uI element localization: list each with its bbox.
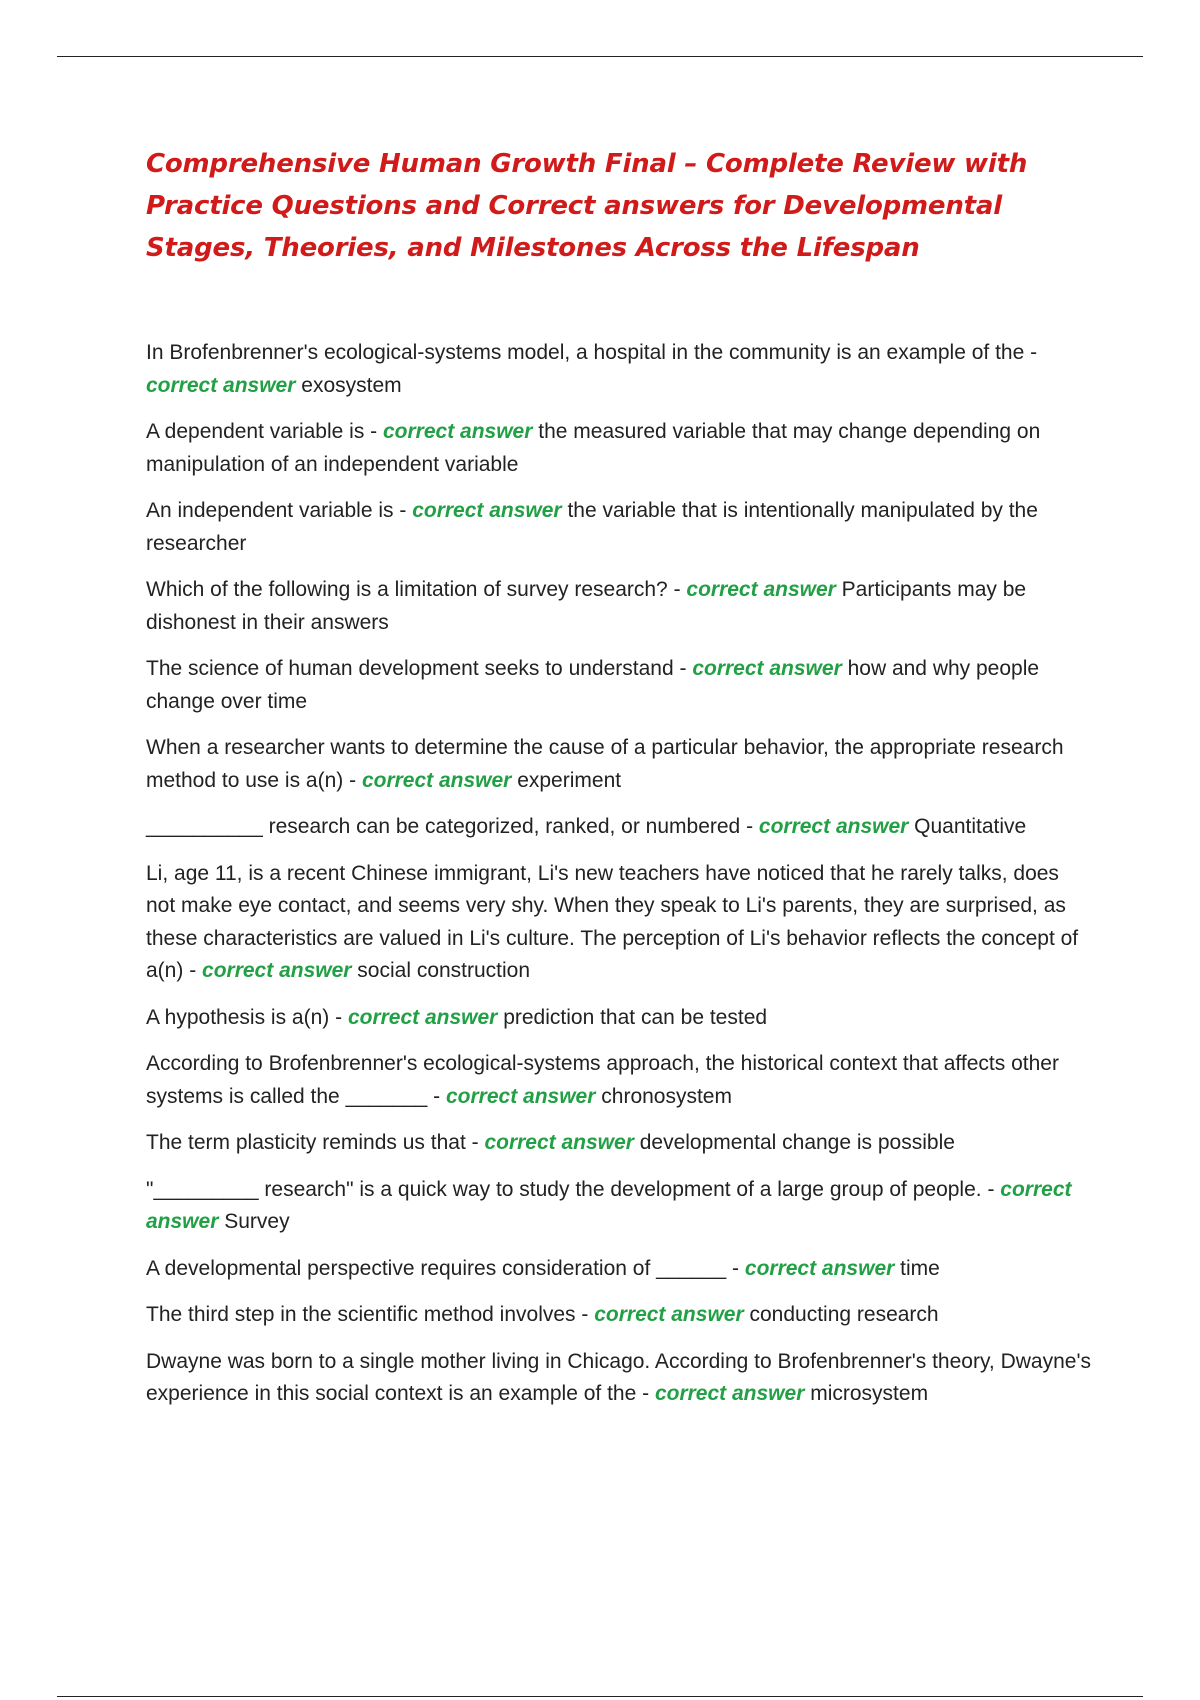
correct-answer-label: correct answer xyxy=(654,1382,805,1405)
question-text: The third step in the scientific method involves xyxy=(146,1303,576,1326)
answer-text: Quantitative xyxy=(914,815,1027,838)
document-title: Comprehensive Human Growth Final – Complete Review with Practice Questions and Correct answers for Developmental Stages, Theories, and Milestones Across the Lifespan xyxy=(146,149,1028,263)
correct-answer-label: correct answer xyxy=(412,499,562,522)
answer-separator: - xyxy=(343,768,362,792)
question-text: According to Brofenbrenner's ecological-systems approach, the historical context that affects other systems is called the _______ xyxy=(146,1052,1059,1108)
qa-item xyxy=(146,1174,1091,1239)
correct-answer-label: correct answer xyxy=(744,1256,895,1280)
answer-separator: - xyxy=(329,1005,348,1029)
qa-item xyxy=(146,1127,1091,1160)
question-text: A developmental perspective requires consideration of ______ xyxy=(146,1256,727,1280)
question-text: Li, age 11, is a recent Chinese immigrant, Li's new teachers have noticed that he rarely talks, does not make eye contact, and seems very shy. When they speak to Li's parents, they are surprised, as these characteristics are valued in Li's culture. The perception of Li's behavior reflects the concept of a(n) xyxy=(146,861,1079,982)
answer-text: developmental change is possible xyxy=(639,1131,955,1154)
answer-text: chronosystem xyxy=(601,1084,732,1108)
qa-item xyxy=(146,416,1091,481)
answer-text: experiment xyxy=(517,768,622,792)
question-text: Which of the following is a limitation of survey research? xyxy=(146,578,668,601)
qa-item xyxy=(146,574,1091,639)
question-text: Dwayne was born to a single mother living in Chicago. According to Brofenbrenner's theory, Dwayne's experience in this social context is an example of the xyxy=(146,1349,1091,1405)
question-text: The science of human development seeks to understand xyxy=(146,657,674,680)
answer-separator: - xyxy=(667,578,687,601)
answer-text: the measured variable that may change depending on manipulation of an independent variable xyxy=(146,420,1041,476)
answer-separator: - xyxy=(393,499,413,522)
correct-answer-label: correct answer xyxy=(146,373,296,397)
question-text: When a researcher wants to determine the cause of a particular behavior, the appropriate research method to use is a(n) xyxy=(146,736,1064,792)
answer-separator: - xyxy=(1024,341,1038,364)
correct-answer-label: correct answer xyxy=(692,657,842,680)
correct-answer-label: correct answer xyxy=(446,1084,596,1108)
qa-item xyxy=(146,495,1091,560)
qa-list xyxy=(146,337,1091,1425)
qa-item xyxy=(146,1048,1091,1113)
answer-text: the variable that is intentionally manipulated by the researcher xyxy=(146,499,1038,555)
answer-separator: - xyxy=(465,1131,485,1154)
answer-separator: - xyxy=(575,1303,595,1326)
question-text: __________ research can be categorized, ranked, or numbered xyxy=(146,815,741,838)
answer-separator: - xyxy=(427,1084,446,1108)
answer-separator: - xyxy=(673,657,693,680)
qa-item xyxy=(146,1002,1091,1035)
answer-text: microsystem xyxy=(810,1382,929,1405)
answer-text: prediction that can be tested xyxy=(503,1005,768,1029)
qa-item xyxy=(146,1299,1091,1332)
answer-separator: - xyxy=(636,1382,655,1405)
answer-separator: - xyxy=(726,1256,745,1280)
answer-text: exosystem xyxy=(301,373,402,397)
question-text: "_________ research" is a quick way to study the development of a large group of people. xyxy=(146,1177,982,1201)
answer-separator: - xyxy=(364,420,383,443)
correct-answer-label: correct answer xyxy=(361,768,512,792)
correct-answer-label: correct answer xyxy=(202,959,352,982)
correct-answer-label: correct answer xyxy=(146,1177,1072,1233)
qa-item xyxy=(146,811,1091,844)
answer-text: conducting research xyxy=(749,1303,939,1326)
header-rule xyxy=(57,56,1143,57)
correct-answer-label: correct answer xyxy=(383,420,533,443)
qa-item xyxy=(146,732,1091,797)
question-text: The term plasticity reminds us that xyxy=(146,1131,466,1154)
answer-separator: - xyxy=(981,1177,1001,1201)
correct-answer-label: correct answer xyxy=(686,578,836,601)
answer-text: time xyxy=(900,1256,940,1280)
qa-item xyxy=(146,653,1091,718)
answer-text: Participants may be dishonest in their answers xyxy=(146,578,1027,634)
correct-answer-label: correct answer xyxy=(484,1131,634,1154)
question-text: In Brofenbrenner's ecological-systems model, a hospital in the community is an example of the xyxy=(146,341,1025,364)
qa-item xyxy=(146,1253,1091,1286)
question-text: A dependent variable is xyxy=(146,420,365,443)
answer-text: social construction xyxy=(357,959,531,982)
answer-text: Survey xyxy=(224,1210,290,1233)
footer-rule xyxy=(57,1696,1143,1697)
answer-text: how and why people change over time xyxy=(146,657,1040,713)
correct-answer-label: correct answer xyxy=(758,815,909,838)
question-text: A hypothesis is a(n) xyxy=(146,1005,330,1029)
qa-item xyxy=(146,337,1091,402)
answer-separator: - xyxy=(183,959,203,982)
correct-answer-label: correct answer xyxy=(594,1303,744,1326)
qa-item xyxy=(146,1346,1091,1411)
correct-answer-label: correct answer xyxy=(347,1005,498,1029)
answer-separator: - xyxy=(740,815,759,838)
question-text: An independent variable is xyxy=(146,499,394,522)
qa-item xyxy=(146,858,1091,988)
